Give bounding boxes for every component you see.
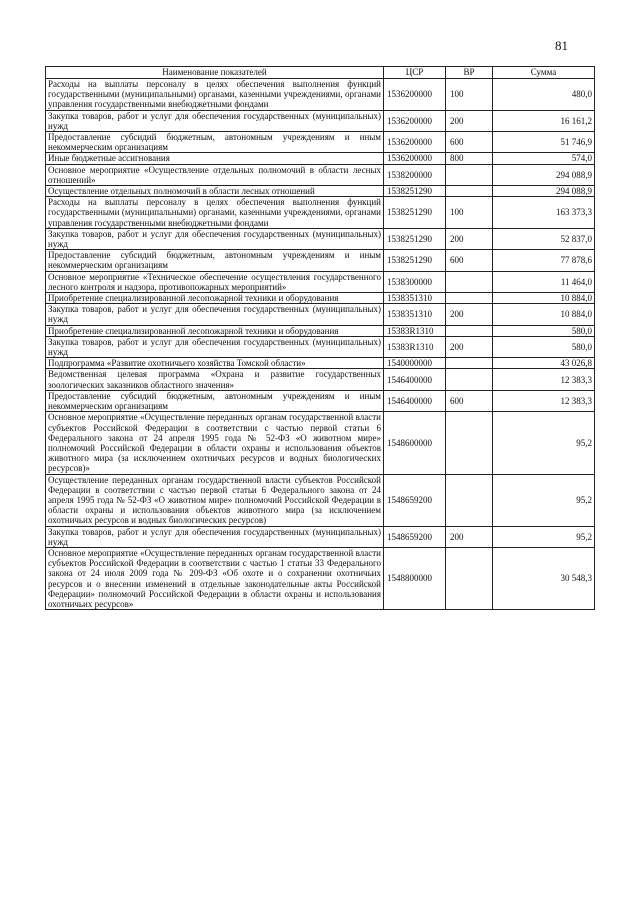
row-sum: 52 837,0	[493, 228, 595, 249]
row-name: Приобретение специализированной лесопожарной техники и оборудования	[46, 325, 384, 336]
row-name: Закупка товаров, работ и услуг для обеспечения государственных (муниципальных) нужд	[46, 110, 384, 131]
table-row	[46, 164, 595, 185]
row-csr: 15383R1310	[384, 336, 446, 357]
row-csr: 1548800000	[384, 547, 446, 609]
table-row	[46, 369, 595, 390]
table-row	[46, 186, 595, 197]
table-row	[46, 390, 595, 411]
row-csr: 1538251290	[384, 186, 446, 197]
row-sum: 580,0	[493, 325, 595, 336]
row-csr: 1540000000	[384, 358, 446, 369]
table-row	[46, 132, 595, 153]
table-row	[46, 153, 595, 164]
row-vr: 200	[446, 228, 493, 249]
row-name: Осуществление отдельных полномочий в области лесных отношений	[46, 186, 384, 197]
row-sum: 12 383,3	[493, 369, 595, 390]
row-name: Основное мероприятие «Осуществление переданных органам государственной власти субъектов Российской Федерации в соответствии с частью первой статьи 6 Федерального закона от 24 апреля 1995 года № 52-ФЗ «О животном мире» полномочий Российской Федерации в области охраны и использования объектов животного мира (за исключением охотничьих ресурсов и водных биологических ресурсов)»	[46, 412, 384, 474]
row-csr: 1538300000	[384, 271, 446, 292]
table-row	[46, 197, 595, 229]
row-vr	[446, 325, 493, 336]
row-name: Закупка товаров, работ и услуг для обеспечения государственных (муниципальных) нужд	[46, 526, 384, 547]
row-sum: 10 884,0	[493, 304, 595, 325]
row-name: Осуществление переданных органам государственной власти субъектов Российской Федерации в соответствии с частью первой статьи 6 Федерального закона от 24 апреля 1995 года № 52-ФЗ «О животном мире» полномочий Российской Федерации в области охраны и использования объектов животного мира (за исключением охотничьих ресурсов и водных биологических ресурсов)	[46, 474, 384, 526]
table-row	[46, 526, 595, 547]
row-name: Предоставление субсидий бюджетным, автономным учреждениям и иным некоммерческим организациям	[46, 132, 384, 153]
row-sum: 77 878,6	[493, 250, 595, 271]
table-row	[46, 293, 595, 304]
table-row	[46, 271, 595, 292]
header-csr: ЦСР	[384, 67, 446, 79]
row-vr: 200	[446, 110, 493, 131]
row-sum: 43 026,8	[493, 358, 595, 369]
row-csr: 1536200000	[384, 153, 446, 164]
row-vr: 200	[446, 336, 493, 357]
row-csr: 1538200000	[384, 164, 446, 185]
row-vr	[446, 358, 493, 369]
row-sum: 51 746,9	[493, 132, 595, 153]
row-sum: 95,2	[493, 474, 595, 526]
row-vr: 600	[446, 250, 493, 271]
row-csr: 1548659200	[384, 474, 446, 526]
row-csr: 15383R1310	[384, 325, 446, 336]
budget-table	[45, 66, 595, 610]
table-row	[46, 474, 595, 526]
row-sum: 95,2	[493, 526, 595, 547]
table-row	[46, 250, 595, 271]
row-vr	[446, 293, 493, 304]
row-vr: 200	[446, 304, 493, 325]
table-row	[46, 412, 595, 474]
row-name: Основное мероприятие «Техническое обеспечение осуществления государственного лесного контроля и надзора, противопожарных мероприятий»	[46, 271, 384, 292]
row-csr: 1548659200	[384, 526, 446, 547]
row-csr: 1538251290	[384, 197, 446, 229]
row-csr: 1536200000	[384, 110, 446, 131]
row-name: Закупка товаров, работ и услуг для обеспечения государственных (муниципальных) нужд	[46, 304, 384, 325]
row-sum: 12 383,3	[493, 390, 595, 411]
row-vr: 800	[446, 153, 493, 164]
row-csr: 1546400000	[384, 390, 446, 411]
row-name: Расходы на выплаты персоналу в целях обеспечения выполнения функций государственными (муниципальными) органами, казенными учреждениями, органами управления государственными внебюджетными фондами	[46, 197, 384, 229]
header-sum: Сумма	[493, 67, 595, 79]
row-vr	[446, 164, 493, 185]
row-name: Предоставление субсидий бюджетным, автономным учреждениям и иным некоммерческим организациям	[46, 390, 384, 411]
row-vr: 100	[446, 197, 493, 229]
row-csr: 1538251290	[384, 228, 446, 249]
row-name: Закупка товаров, работ и услуг для обеспечения государственных (муниципальных) нужд	[46, 228, 384, 249]
row-csr: 1548600000	[384, 412, 446, 474]
row-sum: 30 548,3	[493, 547, 595, 609]
row-name: Закупка товаров, работ и услуг для обеспечения государственных (муниципальных) нужд	[46, 336, 384, 357]
row-sum: 163 373,3	[493, 197, 595, 229]
table-row	[46, 547, 595, 609]
row-sum: 10 884,0	[493, 293, 595, 304]
header-vr: ВР	[446, 67, 493, 79]
row-vr: 100	[446, 79, 493, 111]
table-row	[46, 110, 595, 131]
row-sum: 95,2	[493, 412, 595, 474]
row-name: Ведомственная целевая программа «Охрана и развитие государственных зоологических заказников областного значения»	[46, 369, 384, 390]
row-sum: 574,0	[493, 153, 595, 164]
table-header-row	[46, 67, 595, 79]
row-sum: 480,0	[493, 79, 595, 111]
table-row	[46, 304, 595, 325]
row-vr	[446, 186, 493, 197]
row-name: Подпрограмма «Развитие охотничьего хозяйства Томской области»	[46, 358, 384, 369]
table-row	[46, 228, 595, 249]
row-sum: 580,0	[493, 336, 595, 357]
row-name: Приобретение специализированной лесопожарной техники и оборудования	[46, 293, 384, 304]
row-vr: 600	[446, 132, 493, 153]
row-vr	[446, 412, 493, 474]
row-csr: 1546400000	[384, 369, 446, 390]
row-name: Предоставление субсидий бюджетным, автономным учреждениям и иным некоммерческим организациям	[46, 250, 384, 271]
row-vr	[446, 271, 493, 292]
row-csr: 1536200000	[384, 132, 446, 153]
row-vr	[446, 474, 493, 526]
table-row	[46, 79, 595, 111]
row-sum: 11 464,0	[493, 271, 595, 292]
page-number: 81	[555, 38, 568, 53]
row-vr: 600	[446, 390, 493, 411]
row-csr: 1538251290	[384, 250, 446, 271]
row-name: Иные бюджетные ассигнования	[46, 153, 384, 164]
row-vr: 200	[446, 526, 493, 547]
row-vr	[446, 369, 493, 390]
row-sum: 16 161,2	[493, 110, 595, 131]
row-vr	[446, 547, 493, 609]
row-csr: 1536200000	[384, 79, 446, 111]
row-name: Основное мероприятие «Осуществление отдельных полномочий в области лесных отношений»	[46, 164, 384, 185]
table-row	[46, 336, 595, 357]
row-csr: 1538351310	[384, 304, 446, 325]
row-sum: 294 088,9	[493, 164, 595, 185]
row-name: Основное мероприятие «Осуществление переданных органам государственной власти субъектов Российской Федерации в соответствии с частью 1 статьи 33 Федерального закона от 24 июля 2009 года № 209-ФЗ «Об охоте и о сохранении охотничьих ресурсов и о внесении изменений в отдельные законодательные акты Российской Федерации» полномочий Российской Федерации в области охраны и использования охотничьих ресурсов»	[46, 547, 384, 609]
row-sum: 294 088,9	[493, 186, 595, 197]
header-name: Наименование показателей	[46, 67, 384, 79]
row-csr: 1538351310	[384, 293, 446, 304]
row-name: Расходы на выплаты персоналу в целях обеспечения выполнения функций государственными (муниципальными) органами, казенными учреждениями, органами управления государственными внебюджетными фондами	[46, 79, 384, 111]
table-row	[46, 325, 595, 336]
table-row	[46, 358, 595, 369]
